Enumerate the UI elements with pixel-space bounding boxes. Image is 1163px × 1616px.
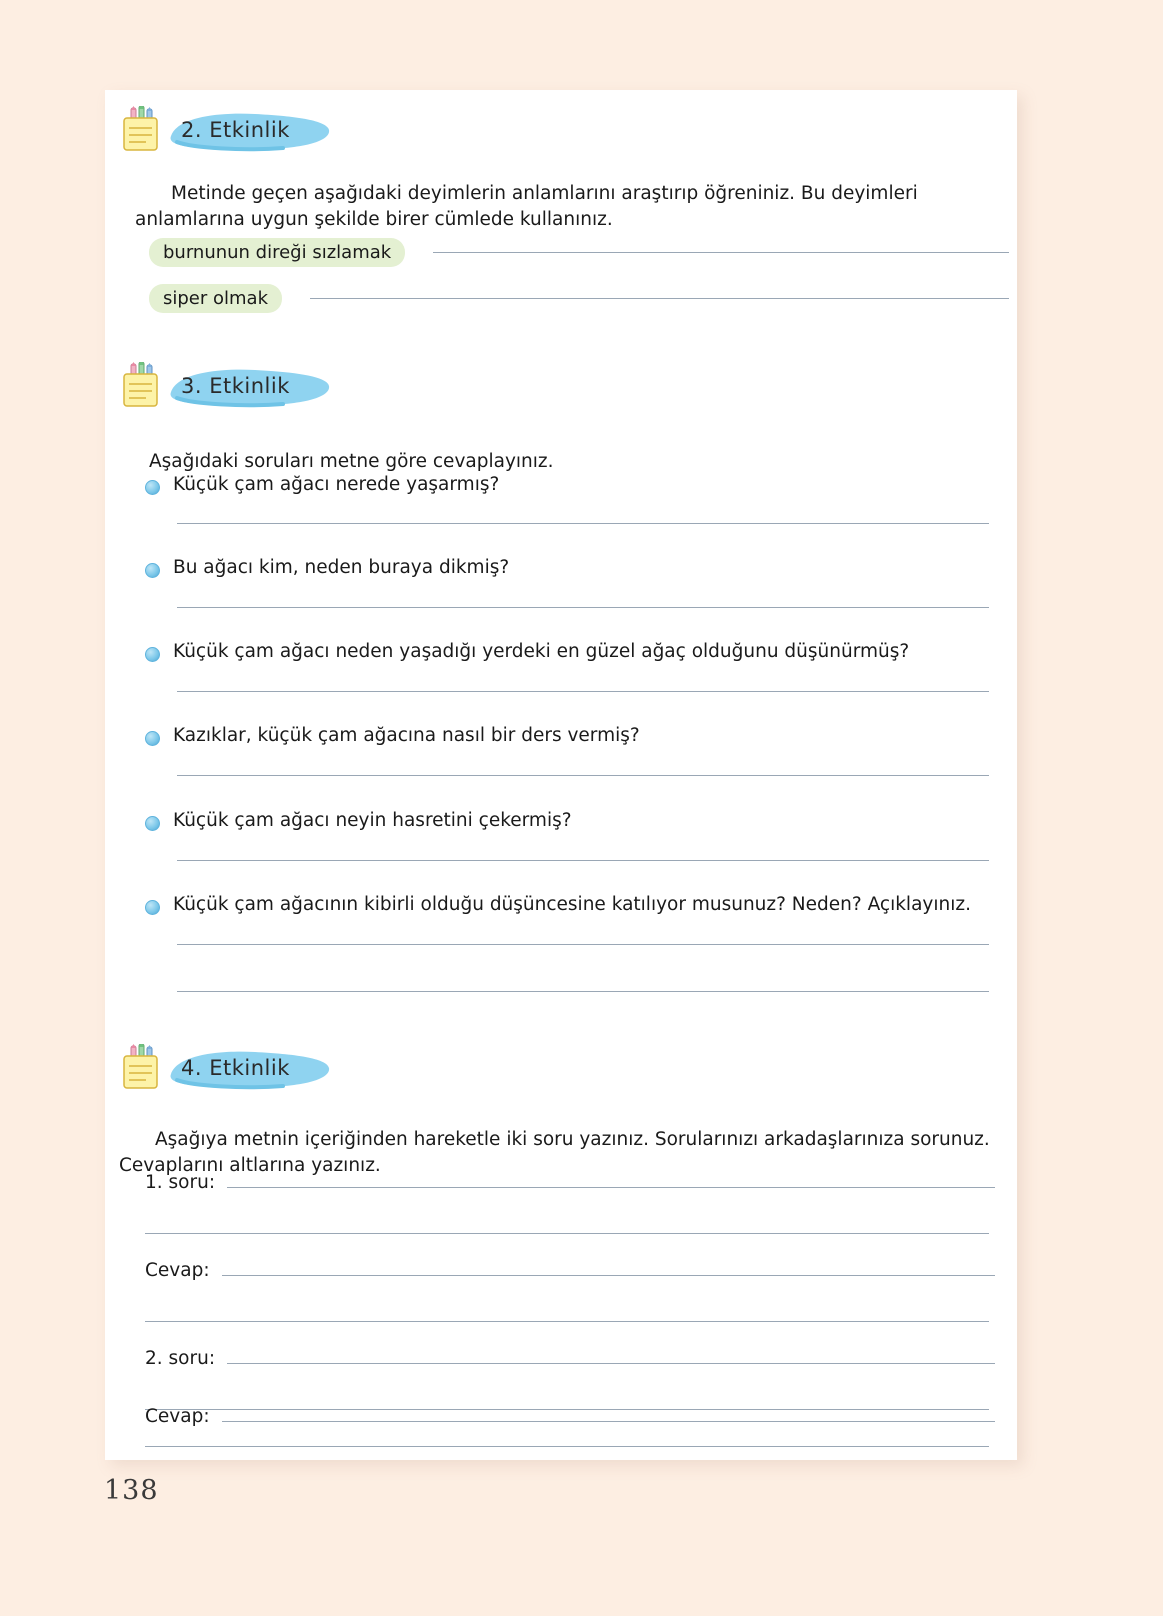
question-item-6 (145, 893, 985, 918)
activity-3-badge (163, 366, 314, 406)
question-answer-line-5[interactable] (177, 859, 989, 861)
activity-4-badge (163, 1048, 314, 1088)
activity-2-header (119, 102, 314, 158)
question-text-3: Küçük çam ağacı neden yaşadığı yerdeki en güzel ağaç olduğunu düşünürmüş? (173, 641, 910, 662)
field-row-answer-1 (145, 1260, 995, 1281)
idiom-answer-line-1[interactable] (433, 251, 1009, 253)
field-rule-question-1-cont[interactable] (145, 1232, 989, 1234)
activity-2-badge (163, 110, 314, 150)
question-answer-line-1[interactable] (177, 522, 989, 524)
bullet-icon (145, 563, 160, 578)
field-label-question-1: 1. soru: (145, 1172, 216, 1193)
worksheet-page (105, 90, 1017, 1460)
field-rule-question-2[interactable] (227, 1362, 995, 1364)
question-text-5: Küçük çam ağacı neyin hasretini çekermiş? (173, 810, 572, 831)
notepad-pencils-icon (119, 106, 165, 154)
activity-3-header (119, 358, 314, 414)
question-text-2: Bu ağacı kim, neden buraya dikmiş? (173, 557, 510, 578)
field-label-answer-2: Cevap: (145, 1406, 210, 1427)
activity-3-instruction: Aşağıdaki soruları metne göre cevaplayınız. (149, 450, 554, 472)
notepad-pencils-icon (119, 1044, 165, 1092)
bullet-icon (145, 816, 160, 831)
bullet-icon (145, 731, 160, 746)
question-answer-line-2[interactable] (177, 606, 989, 608)
bullet-icon (145, 480, 160, 495)
question-item-1 (145, 473, 985, 498)
question-item-2 (145, 556, 985, 581)
activity-4-label: 4. Etkinlik (181, 1056, 290, 1080)
field-rule-question-1[interactable] (227, 1186, 995, 1188)
field-rule-answer-2[interactable] (222, 1420, 995, 1422)
field-rule-answer-1-cont[interactable] (145, 1320, 989, 1322)
question-text-1: Küçük çam ağacı nerede yaşarmış? (173, 474, 500, 495)
field-row-question-2 (145, 1348, 995, 1369)
question-item-4 (145, 724, 985, 749)
bullet-icon (145, 900, 160, 915)
field-row-question-1 (145, 1172, 995, 1193)
question-answer-line-3[interactable] (177, 690, 989, 692)
idiom-chip-2: siper olmak (149, 284, 282, 313)
field-label-answer-1: Cevap: (145, 1260, 210, 1281)
idiom-chip-1: burnunun direği sızlamak (149, 238, 405, 267)
question-answer-line-6b[interactable] (177, 990, 989, 992)
bullet-icon (145, 647, 160, 662)
question-item-3 (145, 640, 985, 665)
question-item-5 (145, 809, 985, 834)
activity-4-header (119, 1040, 314, 1096)
idiom-answer-line-2[interactable] (310, 297, 1009, 299)
field-label-question-2: 2. soru: (145, 1348, 216, 1369)
question-text-4: Kazıklar, küçük çam ağacına nasıl bir ders vermiş? (173, 725, 640, 746)
question-answer-line-6a[interactable] (177, 943, 989, 945)
activity-2-label: 2. Etkinlik (181, 118, 290, 142)
activity-2-instruction: Metinde geçen aşağıdaki deyimlerin anlamlarını araştırıp öğreniniz. Bu deyimleri anlamlarına uygun şekilde birer cümlede kullanınız. (135, 182, 918, 231)
idiom-row-1 (149, 238, 1009, 267)
question-answer-line-4[interactable] (177, 774, 989, 776)
notepad-pencils-icon (119, 362, 165, 410)
page-number: 138 (104, 1475, 159, 1506)
field-rule-answer-1[interactable] (222, 1274, 995, 1276)
field-rule-answer-2-cont[interactable] (145, 1445, 989, 1447)
question-text-6: Küçük çam ağacının kibirli olduğu düşüncesine katılıyor musunuz? Neden? Açıklayınız. (173, 894, 971, 915)
activity-3-label: 3. Etkinlik (181, 374, 290, 398)
idiom-row-2 (149, 284, 1009, 313)
field-row-answer-2 (145, 1406, 995, 1427)
activity-4-instruction: Aşağıya metnin içeriğinden hareketle iki soru yazınız. Sorularınızı arkadaşlarınıza sorunuz. Cevaplarını altlarına yazınız. (119, 1128, 990, 1177)
